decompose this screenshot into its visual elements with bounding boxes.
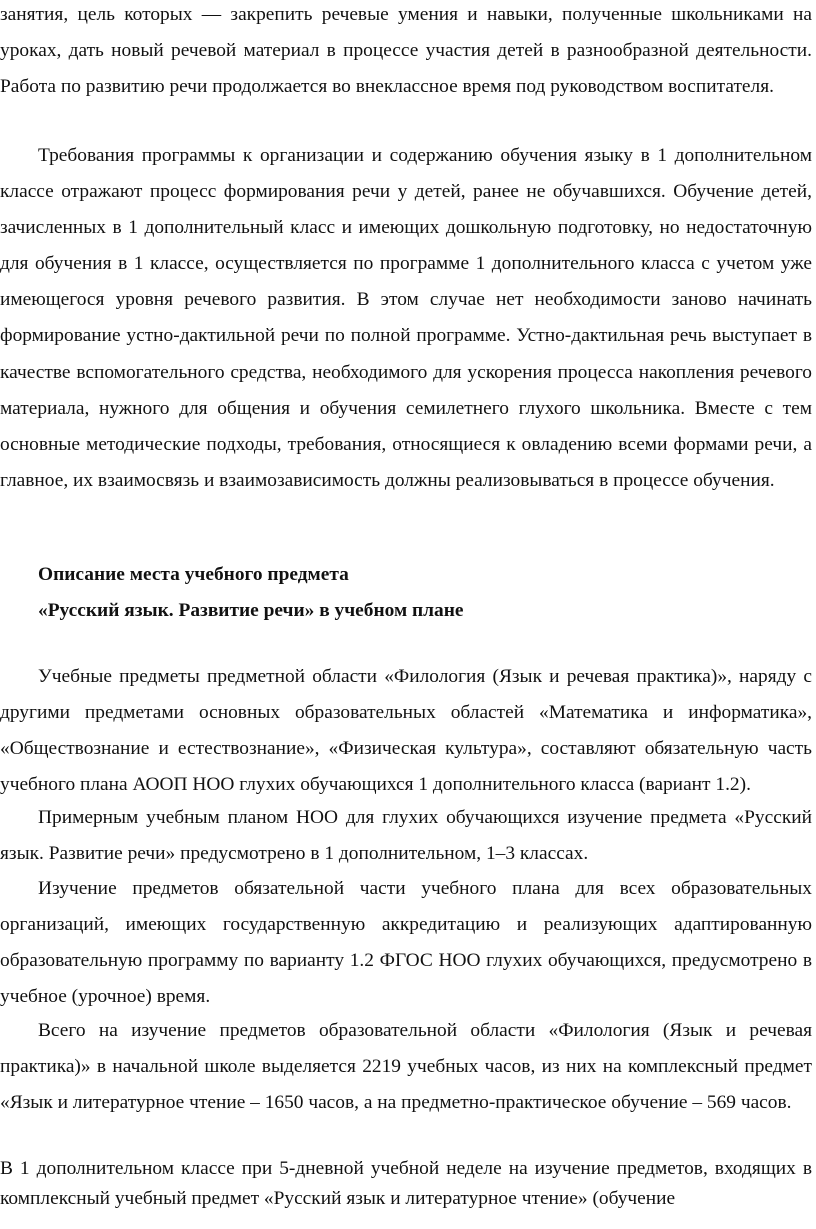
paragraph-continuation: занятия, цель которых — закрепить речевые умения и навыки, полученные школьниками на уроках, дать новый речевой материал в процессе участия детей в разнообразной деятельности. Работа по развитию речи продолжается во внеклассное время под руководством воспитателя. [0,4,812,98]
paragraph-curriculum-plan: Примерным учебным планом НОО для глухих обучающихся изучение предмета «Русский язык. Развитие речи» предусмотрено в 1 дополнительном, 1–3 классах. [0,807,812,865]
paragraph-mandatory-part: Изучение предметов обязательной части учебного плана для всех образовательных организаций, имеющих государственную аккредитацию и реализующих адаптированную образовательную программу по варианту 1.2 ФГОС НОО глухих обучающихся, предусмотрено в учебное (урочное) время. [0,878,812,1008]
paragraph-program-requirements: Требования программы к организации и содержанию обучения языку в 1 дополнительном классе отражают процесс формирования речи у детей, ранее не обучавшихся. Обучение детей, зачисленных в 1 дополнительный класс и имеющих дошкольную подготовку, но недостаточную для обучения в 1 классе, осуществляется по программе 1 дополнительного класса с учетом уже имеющегося уровня речевого развития. В этом случае нет необходимости заново начинать формирование устно-дактильной речи по полной программе. Устно-дактильная речь выступает в качестве вспомогательного средства, необходимого для ускорения процесса накопления речевого материала, нужного для общения и обучения семилетнего глухого школьника. Вместе с тем основные методические подходы, требования, относящиеся к овладению всеми формами речи, а главное, их взаимосвязь и взаимозависимость должны реализовываться в процессе обучения. [0,145,812,491]
section-heading-line-2: «Русский язык. Развитие речи» в учебном плане [38,600,464,621]
section-heading-line-1: Описание места учебного предмета [38,564,349,585]
paragraph-subject-area: Учебные предметы предметной области «Филология (Язык и речевая практика)», наряду с другими предметами основных образовательных областей «Математика и информатика», «Обществознание и естествознание», «Физическая культура», составляют обязательную часть учебного плана АООП НОО глухих обучающихся 1 дополнительного класса (вариант 1.2). [0,666,812,796]
paragraph-hours-total: Всего на изучение предметов образовательной области «Филология (Язык и речевая практика)» в начальной школе выделяется 2219 учебных часов, из них на комплексный предмет «Язык и литературное чтение – 1650 часов, а на предметно-практическое обучение – 569 часов. [0,1020,812,1114]
paragraph-weekly-load: В 1 дополнительном классе при 5-дневной учебной неделе на изучение предметов, входящих в комплексный учебный предмет «Русский язык и литературное чтение» (обучение [0,1158,812,1209]
